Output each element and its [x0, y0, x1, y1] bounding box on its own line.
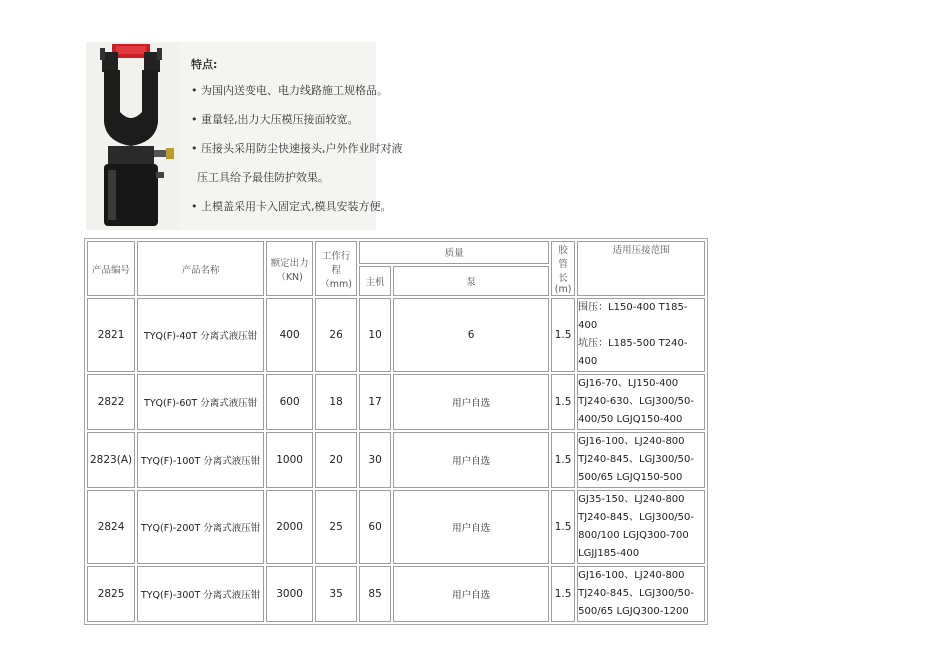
- cell-name: TYQ(F)-40T 分离式液压钳: [137, 298, 264, 372]
- cell-force: 600: [266, 374, 313, 430]
- cell-code: 2824: [87, 490, 135, 564]
- cell-main: 30: [359, 432, 391, 488]
- cell-code: 2822: [87, 374, 135, 430]
- features-title: 特点:: [191, 58, 218, 71]
- range-line: TJ240-630、LGJ300/50-: [578, 396, 695, 407]
- table-row: [87, 432, 705, 488]
- spec-table: [84, 238, 708, 625]
- header-stroke: 工作行程（mm): [315, 241, 357, 296]
- header-weight: 质量: [359, 241, 549, 264]
- range-line: GJ16-70、LJ150-400: [578, 378, 679, 389]
- feature-item: • 为国内送变电、电力线路施工规格品。: [191, 84, 388, 97]
- cell-code: 2823(A): [87, 432, 135, 488]
- table-row: [87, 374, 705, 430]
- features-text: [191, 54, 403, 221]
- cell-range: [577, 432, 705, 488]
- header-hose: 胶管长(m): [551, 241, 575, 296]
- range-line: 围压：L150-400 T185-400: [578, 302, 688, 331]
- range-line: 坑压：L185-500 T240-400: [578, 338, 688, 367]
- table-row: [87, 566, 705, 622]
- cell-pump: 用户自选: [393, 566, 549, 622]
- cell-stroke: 18: [315, 374, 357, 430]
- cell-name: TYQ(F)-200T 分离式液压钳: [137, 490, 264, 564]
- cell-force: 1000: [266, 432, 313, 488]
- cell-hose: 1.5: [551, 374, 575, 430]
- cell-force: 2000: [266, 490, 313, 564]
- range-line: 500/65 LGJQ150-500: [578, 472, 683, 483]
- cell-range: [577, 490, 705, 564]
- cell-hose: 1.5: [551, 298, 575, 372]
- header-weight-main: 主机: [359, 266, 391, 296]
- cell-stroke: 25: [315, 490, 357, 564]
- cell-hose: 1.5: [551, 566, 575, 622]
- cell-hose: 1.5: [551, 432, 575, 488]
- cell-name: TYQ(F)-60T 分离式液压钳: [137, 374, 264, 430]
- header-name: 产品名称: [137, 241, 264, 296]
- range-line: 500/65 LGJQ300-1200: [578, 606, 689, 617]
- feature-item: • 重量轻,出力大压模压接面较宽。: [191, 113, 359, 126]
- range-line: GJ16-100、LJ240-800: [578, 570, 685, 581]
- cell-main: 17: [359, 374, 391, 430]
- header-weight-pump: 泵: [393, 266, 549, 296]
- cell-pump: 用户自选: [393, 432, 549, 488]
- range-line: TJ240-845、LGJ300/50-: [578, 588, 695, 599]
- range-line: 400/50 LGJQ150-400: [578, 414, 683, 425]
- range-line: TJ240-845、LGJ300/50-: [578, 512, 695, 523]
- feature-item-continued: 压工具给予最佳防护效果。: [197, 171, 329, 184]
- cell-stroke: 26: [315, 298, 357, 372]
- cell-hose: 1.5: [551, 490, 575, 564]
- cell-force: 400: [266, 298, 313, 372]
- product-figure: [86, 42, 403, 230]
- cell-pump: 6: [393, 298, 549, 372]
- range-line: GJ16-100、LJ240-800: [578, 436, 685, 447]
- cell-code: 2821: [87, 298, 135, 372]
- range-line: 800/100 LGJQ300-700: [578, 530, 689, 541]
- cell-range: [577, 298, 705, 372]
- table-row: [87, 298, 705, 372]
- range-line: GJ35-150、LJ240-800: [578, 494, 685, 505]
- header-force: 额定出力（KN): [266, 241, 313, 296]
- range-line: TJ240-845、LGJ300/50-: [578, 454, 695, 465]
- cell-pump: 用户自选: [393, 374, 549, 430]
- cell-range: [577, 566, 705, 622]
- hydraulic-crimper-illustration: [86, 42, 178, 230]
- cell-stroke: 35: [315, 566, 357, 622]
- feature-item: • 上模盖采用卡入固定式,模具安装方便。: [191, 200, 392, 213]
- table-row: [87, 490, 705, 564]
- cell-main: 60: [359, 490, 391, 564]
- cell-pump: 用户自选: [393, 490, 549, 564]
- cell-code: 2825: [87, 566, 135, 622]
- cell-range: [577, 374, 705, 430]
- header-code: 产品编号: [87, 241, 135, 296]
- feature-item: • 压接头采用防尘快速接头,户外作业时对液: [191, 142, 403, 155]
- cell-main: 85: [359, 566, 391, 622]
- cell-main: 10: [359, 298, 391, 372]
- cell-force: 3000: [266, 566, 313, 622]
- header-range: 适用压接范围: [577, 241, 705, 296]
- cell-name: TYQ(F)-300T 分离式液压钳: [137, 566, 264, 622]
- range-line: LGJJ185-400: [578, 548, 640, 559]
- cell-stroke: 20: [315, 432, 357, 488]
- cell-name: TYQ(F)-100T 分离式液压钳: [137, 432, 264, 488]
